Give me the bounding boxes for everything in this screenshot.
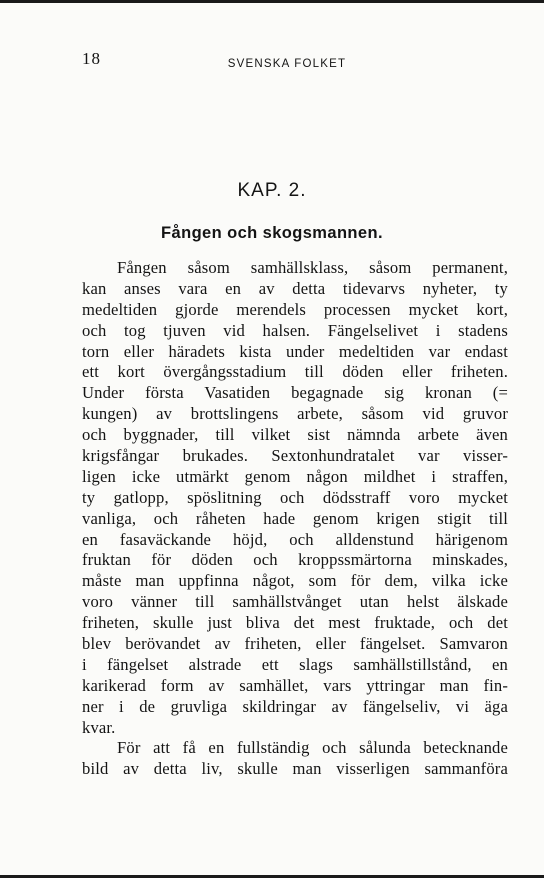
text-line: och byggnader, till vilket sist nämnda arbete även (82, 425, 508, 445)
page-number: 18 (82, 49, 101, 68)
text-line: kungen) av brottslingens arbete, såsom vid gruvor (82, 404, 508, 424)
text-line: krigsfångar brukades. Sextonhundratalet var visser- (82, 446, 508, 466)
text-line: kan anses vara en av detta tidevarvs nyheter, ty (82, 278, 508, 298)
text-line: och tog tjuven vid halsen. Fängelselivet i stadens (82, 320, 508, 340)
text-line: blev berövandet av friheten, eller fängelset. Samvaron (82, 634, 508, 654)
top-border-rule (0, 0, 544, 3)
paragraph-2 (82, 738, 508, 780)
paragraph-1 (82, 258, 508, 738)
text-line: fruktan för döden och kroppssmärtorna minskades, (82, 550, 508, 570)
text-line: kvar. (82, 717, 116, 737)
chapter-title: Fången och skogsmannen. (161, 224, 383, 242)
text-line: Fången såsom samhällsklass, såsom permanent, (117, 258, 508, 277)
text-line: medeltiden gjorde merendels processen mycket kort, (82, 299, 508, 319)
running-head: SVENSKA FOLKET (227, 58, 347, 70)
text-line: i fängelset alstrade ett slags samhällstillstånd, en (82, 654, 508, 674)
chapter-label: KAP. 2. (237, 180, 307, 201)
text-line: måste man uppfinna något, som för dem, vilka icke (82, 571, 508, 591)
text-line: ligen icke utmärkt genom någon mildhet i straffen, (82, 466, 508, 486)
text-line: ett kort övergångsstadium till döden eller friheten. (82, 362, 508, 382)
text-line: vanliga, och råheten hade genom krigen stigit till (82, 508, 508, 528)
text-line: torn eller häradets kista under medeltiden var endast (82, 341, 508, 361)
text-line: voro vänner till samhällstvånget utan helst älskade (82, 592, 508, 612)
text-line: ner i de gruvliga skildringar av fängelseliv, vi äga (82, 696, 508, 716)
text-line: För att få en fullständig och sålunda betecknande (117, 738, 508, 758)
text-line: en fasaväckande höjd, och alldenstund härigenom (82, 529, 508, 549)
text-line: karikerad form av samhället, vars yttringar man fin- (82, 675, 508, 695)
text-line: friheten, skulle just bliva det mest fruktade, och det (82, 613, 508, 633)
body-text (82, 258, 508, 780)
text-line: ty gatlopp, spöslitning och dödsstraff voro mycket (82, 487, 508, 507)
text-line: Under första Vasatiden begagnade sig kronan (= (82, 383, 508, 403)
text-line: bild av detta liv, skulle man visserligen sammanföra (82, 759, 508, 779)
